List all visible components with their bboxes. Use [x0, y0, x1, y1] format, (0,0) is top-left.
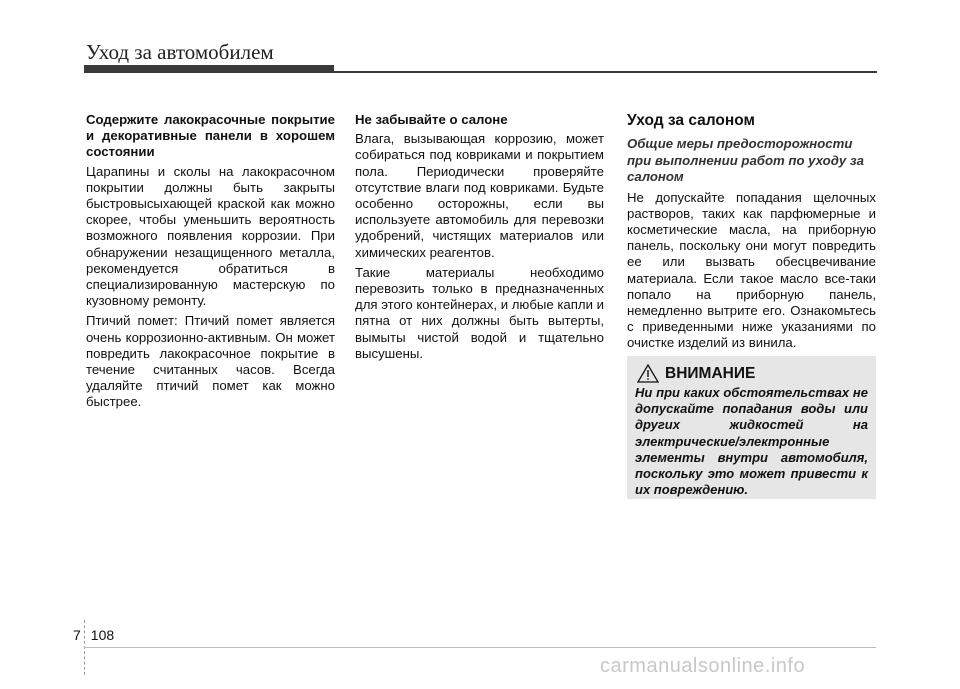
watermark-text: carmanualsonline.info — [600, 655, 806, 677]
subheading-precautions: Общие меры предосторожности при выполнении работ по уходу за салоном — [627, 136, 864, 184]
page-number — [73, 627, 114, 643]
warning-box — [627, 356, 876, 499]
header-rule — [334, 71, 877, 73]
paragraph-moisture: Влага, вызывающая коррозию, может собираться под ковриками и покрытием пола. Периодически проверяйте отсутствие влаги под ковриками. Будьте особенно осторожны, если вы используете автомобиль для перевозки удобрений, чистящих материалов или химических реагентов. — [355, 131, 604, 260]
paragraph-alkaline: Не допускайте попадания щелочных растворов, таких как парфюмерные и косметические масла, на приборную панель, поскольку они могут повредить ее или вызвать обесцвечивание материала. Если такое масло все-таки попало на приборную панель, немедленно вытрите его. Ознакомьтесь с приведенными ниже указаниями по очистке изделий из винила. — [627, 189, 876, 351]
section-heading-interior-care: Уход за салоном — [627, 112, 755, 129]
section-heading-paint: Содержите лакокрасочные покрытие и декоративные панели в хорошем состоянии — [86, 112, 335, 160]
paragraph-scratches: Царапины и сколы на лакокрасочном покрытии должны быть закрыты быстровысыхающей краской как можно скорее, чтобы уменьшить вероятность возможного появления коррозии. При обнаружении незащищенного металла, рекомендуется обратиться в специализированную мастерскую по кузовному ремонту. — [86, 163, 335, 309]
column-3 — [627, 112, 876, 356]
column-2 — [355, 112, 604, 366]
warning-header — [637, 364, 868, 383]
section-number: 7 — [73, 627, 81, 643]
paragraph-materials: Такие материалы необходимо перевозить только в предназначенных для этого контейнерах, и любые капли и пятна от них должны быть вытерты, вымыты чистой водой и тщательно высушены. — [355, 264, 604, 361]
header-bar — [84, 65, 334, 73]
page-number-value: 108 — [90, 627, 115, 643]
column-1 — [86, 112, 335, 415]
warning-triangle-icon — [637, 364, 659, 383]
section-heading-interior: Не забывайте о салоне — [355, 112, 508, 127]
header-title: Уход за автомобилем — [86, 40, 274, 64]
warning-text: Ни при каких обстоятельствах не допускайте попадания воды или других жидкостей на электрические/электронные элементы внутри автомобиля, поскольку это может привести к их повреждению. — [635, 385, 868, 498]
paragraph-bird-droppings: Птичий помет: Птичий помет является очень коррозионно-активным. Он может повредить лакокрасочное покрытие в течение считанных часов. Всегда удаляйте птичий помет как можно быстрее. — [86, 313, 335, 410]
footer-rule — [84, 647, 876, 648]
warning-title: ВНИМАНИЕ — [665, 364, 756, 382]
